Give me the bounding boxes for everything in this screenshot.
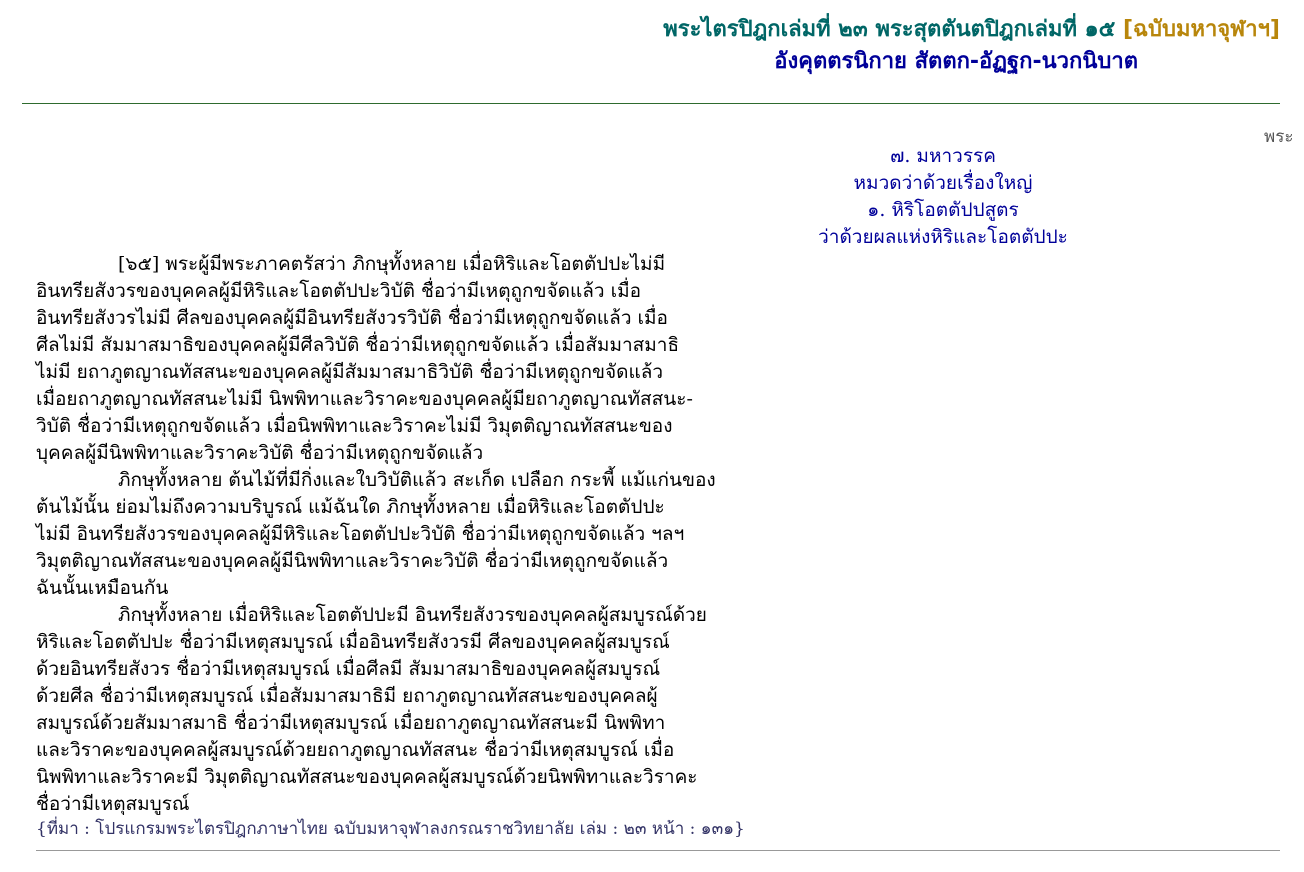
corner-text: พระ [1264,127,1294,147]
text-line: ด้วยอินทรียสังวร ชื่อว่ามีเหตุสมบูรณ์ เมื่อศีลมี สัมมาสมาธิของบุคคลผู้สมบูรณ์ [36,658,661,680]
corner-text-clipped [1258,123,1304,147]
header-title-line [663,14,1280,46]
text-line: ชื่อว่ามีเหตุสมบูรณ์ [36,793,190,815]
vagga-title: ๗. มหาวรรค [890,145,996,167]
text-line: วิมุตติญาณทัสสนะของบุคคลผู้มีนิพพิทาและวิราคะวิบัติ ชื่อว่ามีเหตุถูกขจัดแล้ว [36,550,669,572]
text-line: นิพพิทาและวิราคะมี วิมุตติญาณทัสสนะของบุคคลผู้สมบูรณ์ด้วยนิพพิทาและวิราคะ [36,766,698,788]
source-citation: {ที่มา : โปรแกรมพระไตรปิฎกภาษาไทย ฉบับมหาจุฬาลงกรณราชวิทยาลัย เล่ม : ๒๓ หน้า : ๑๓๑} [36,819,745,839]
paragraph-2 [36,467,796,602]
text-line: วิบัติ ชื่อว่ามีเหตุถูกขจัดแล้ว เมื่อนิพพิทาและวิราคะไม่มี วิมุตติญาณทัสสนะของ [36,415,673,437]
text-line: ด้วยศีล ชื่อว่ามีเหตุสมบูรณ์ เมื่อสัมมาสมาธิมี ยถาภูตญาณทัสสนะของบุคคลผู้ [36,685,658,707]
text-line: ฉันนั้นเหมือนกัน [36,577,169,599]
section-heading [800,143,1086,251]
text-line: ศีลไม่มี สัมมาสมาธิของบุคคลผู้มีศีลวิบัติ ชื่อว่ามีเหตุถูกขจัดแล้ว เมื่อสัมมาสมาธิ [36,334,680,356]
paragraph-1 [36,251,796,467]
text-line: ไม่มี อินทรียสังวรของบุคคลผู้มีหิริและโอตตัปปะวิบัติ ชื่อว่ามีเหตุถูกขจัดแล้ว ฯลฯ [36,523,685,545]
text-line: ภิกษุทั้งหลาย เมื่อหิริและโอตตัปปะมี อินทรียสังวรของบุคคลผู้สมบูรณ์ด้วย [118,604,707,626]
text-line: ไม่มี ยถาภูตญาณทัสสนะของบุคคลผู้มีสัมมาสมาธิวิบัติ ชื่อว่ามีเหตุถูกขจัดแล้ว [36,361,664,383]
text-line: ภิกษุทั้งหลาย ต้นไม้ที่มีกิ่งและใบวิบัติแล้ว สะเก็ด เปลือก กระพี้ แม้แก่นของ [118,469,716,491]
text-line: สมบูรณ์ด้วยสัมมาสมาธิ ชื่อว่ามีเหตุสมบูรณ์ เมื่อยถาภูตญาณทัสสนะมี นิพพิทา [36,712,666,734]
text-line: เมื่อยถาภูตญาณทัสสนะไม่มี นิพพิทาและวิราคะของบุคคลผู้มียถาภูตญาณทัสสนะ- [36,388,693,410]
page-header [663,14,1280,78]
paragraph-3 [36,602,796,818]
vagga-description: หมวดว่าด้วยเรื่องใหญ่ [853,172,1033,194]
header-title: พระไตรปิฎกเล่มที่ ๒๓ พระสุตตันตปิฎกเล่มที่ ๑๕ [663,17,1116,42]
text-line: ต้นไม้นั้น ย่อมไม่ถึงความบริบูรณ์ แม้ฉันใด ภิกษุทั้งหลาย เมื่อหิริและโอตตัปปะ [36,496,665,518]
text-line: บุคคลผู้มีนิพพิทาและวิราคะวิบัติ ชื่อว่ามีเหตุถูกขจัดแล้ว [36,442,484,464]
text-line: และวิราคะของบุคคลผู้สมบูรณ์ด้วยยถาภูตญาณทัสสนะ ชื่อว่ามีเหตุสมบูรณ์ เมื่อ [36,739,675,761]
header-divider [22,103,1280,104]
text-line: อินทรียสังวรของบุคคลผู้มีหิริและโอตตัปปะวิบัติ ชื่อว่ามีเหตุถูกขจัดแล้ว เมื่อ [36,280,642,302]
sutta-title: ๑. หิริโอตตัปปสูตร [867,199,1019,221]
text-line: อินทรียสังวรไม่มี ศีลของบุคคลผู้มีอินทรียสังวรวิบัติ ชื่อว่ามีเหตุถูกขจัดแล้ว เมื่อ [36,307,668,329]
footer-divider [36,850,1280,851]
text-line: [๖๕] พระผู้มีพระภาคตรัสว่า ภิกษุทั้งหลาย เมื่อหิริและโอตตัปปะไม่มี [118,253,666,275]
header-subtitle: อังคุตตรนิกาย สัตตก-อัฏฐก-นวกนิบาต [774,49,1138,74]
text-line: หิริและโอตตัปปะ ชื่อว่ามีเหตุสมบูรณ์ เมื่ออินทรียสังวรมี ศีลของบุคคลผู้สมบูรณ์ [36,631,670,653]
sutta-description: ว่าด้วยผลแห่งหิริและโอตตัปปะ [818,226,1068,248]
header-edition: [ฉบับมหาจุฬาฯ] [1122,17,1280,42]
sutta-body [36,251,796,818]
